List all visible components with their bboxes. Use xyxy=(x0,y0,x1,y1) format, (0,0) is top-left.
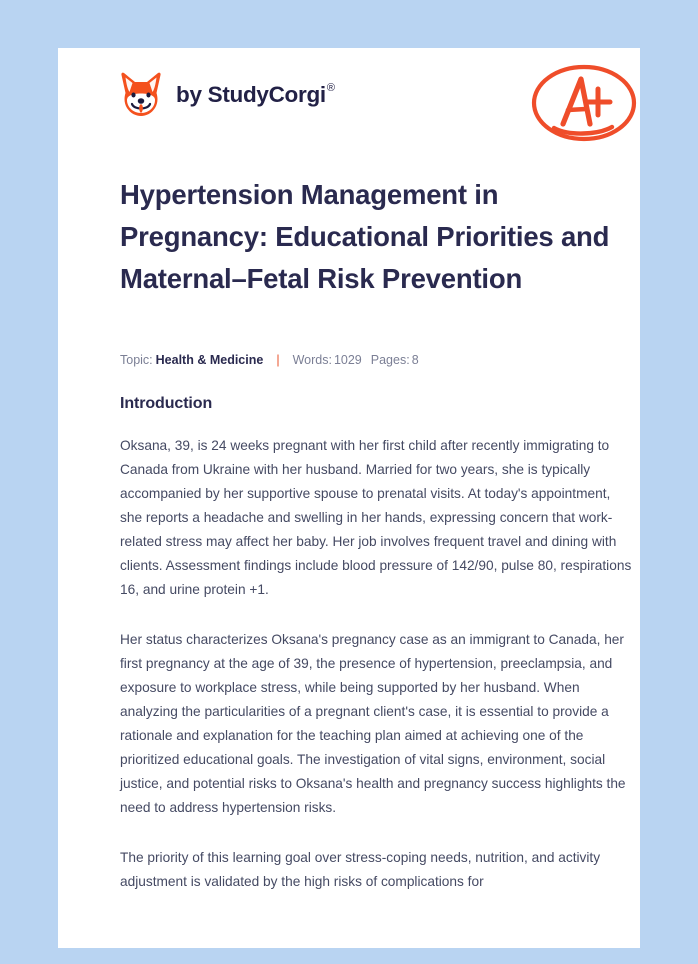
section-heading-introduction: Introduction xyxy=(120,395,213,412)
brand-wordmark xyxy=(176,81,335,107)
brand-name: StudyCorgi xyxy=(207,81,326,107)
brand-prefix: by xyxy=(176,81,208,107)
a-plus-circled-icon xyxy=(528,62,640,146)
topic-label: Topic: xyxy=(120,353,153,367)
words-value: 1029 xyxy=(333,353,362,367)
pages-value: 8 xyxy=(411,353,419,367)
body-paragraph: The priority of this learning goal over stress-coping needs, nutrition, and activity adjustment is validated by the high risks of complications for xyxy=(120,850,601,889)
topic-link[interactable]: Health & Medicine xyxy=(155,353,264,367)
body-paragraph: Her status characterizes Oksana's pregnancy case as an immigrant to Canada, her first pregnancy at the age of 39, the presence of hypertension, preeclampsia, and exposure to workplace stress, while being supported by her husband. When analyzing the particularities of a pregnant client's case, it is essential to provide a rationale and explanation for the teaching plan aimed at achieving one of the prioritized educational goals. The investigation of vital signs, environment, social justice, and potential risks to Oksana's health and pregnancy success highlights the need to address hypertension risks. xyxy=(120,632,626,815)
studycorgi-brand[interactable] xyxy=(120,72,334,116)
pages-label: Pages: xyxy=(370,353,410,367)
page-title: Hypertension Management in Pregnancy: Educational Priorities and Maternal–Fetal Risk Prevention xyxy=(120,179,610,294)
document-meta xyxy=(120,354,419,367)
document-body xyxy=(120,434,633,894)
body-paragraph: Oksana, 39, is 24 weeks pregnant with her first child after recently immigrating to Canada from Ukraine with her husband. Married for two years, she is typically accompanied by her supportive spouse to prenatal visits. At today's appointment, she reports a headache and swelling in her hands, expressing concern that work-related stress may affect her baby. Her job involves frequent travel and dining with clients. Assessment findings include blood pressure of 142/90, pulse 80, respirations 16, and urine protein +1. xyxy=(120,438,632,597)
corgi-head-icon xyxy=(120,72,162,116)
words-label: Words: xyxy=(292,353,332,367)
document-header xyxy=(120,62,640,146)
registered-trademark-icon: ® xyxy=(326,82,335,95)
meta-separator: | xyxy=(276,353,280,367)
document-page-card xyxy=(58,48,640,948)
